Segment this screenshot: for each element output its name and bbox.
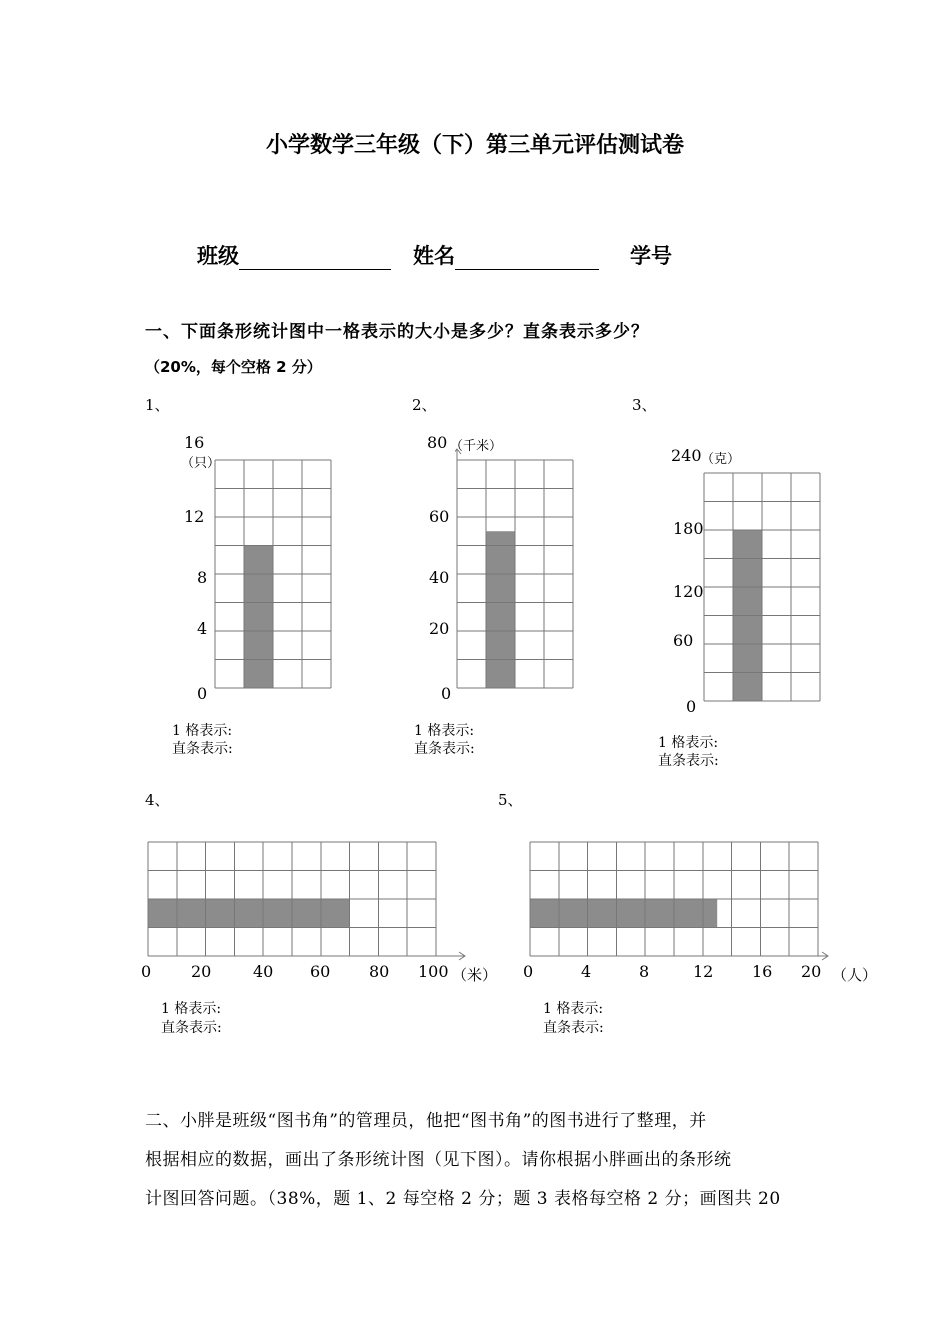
tick-label: 20 bbox=[429, 619, 450, 638]
bar bbox=[148, 899, 350, 928]
answer-bar-label[interactable]: 直条表示: bbox=[172, 741, 233, 757]
tick-label: 40 bbox=[429, 568, 450, 587]
section1-score-note: （20%，每个空格 2 分） bbox=[145, 358, 322, 376]
unit-label: （米） bbox=[452, 966, 498, 984]
tick-label: 16 bbox=[752, 962, 773, 981]
tick-label: 4 bbox=[197, 619, 208, 638]
class-label: 班级 bbox=[197, 244, 239, 268]
class-blank[interactable] bbox=[239, 247, 391, 270]
top-axis-label: 240 bbox=[671, 446, 702, 465]
section2-line: 计图回答问题。（38%，题 1、2 每空格 2 分；题 3 表格每空格 2 分；画图共 20 bbox=[145, 1189, 781, 1209]
answer-bar-label[interactable]: 直条表示: bbox=[161, 1020, 222, 1036]
tick-label: 80 bbox=[369, 962, 390, 981]
axis-arrow-head bbox=[455, 449, 461, 454]
tick-label: 0 bbox=[197, 684, 208, 703]
page-title: 小学数学三年级（下）第三单元评估测试卷 bbox=[265, 133, 684, 158]
tick-label: 0 bbox=[141, 962, 152, 981]
name-blank[interactable] bbox=[455, 247, 599, 270]
bar bbox=[486, 531, 515, 688]
class-field[interactable] bbox=[197, 240, 391, 270]
question-number: 1、 bbox=[145, 396, 170, 414]
answer-cell-label[interactable]: 1 格表示: bbox=[658, 735, 719, 751]
name-label: 姓名 bbox=[413, 244, 455, 268]
answer-cell-label[interactable]: 1 格表示: bbox=[161, 1001, 222, 1017]
id-label: 学号 bbox=[630, 244, 672, 268]
tick-label: 60 bbox=[310, 962, 331, 981]
bar bbox=[530, 899, 717, 928]
bar bbox=[244, 546, 273, 689]
tick-label: 100 bbox=[418, 962, 449, 981]
answer-bar-label[interactable]: 直条表示: bbox=[414, 741, 475, 757]
tick-label: 8 bbox=[197, 568, 208, 587]
question-number: 4、 bbox=[145, 791, 170, 809]
top-axis-label: 80 bbox=[427, 433, 448, 452]
tick-label: 0 bbox=[441, 684, 452, 703]
tick-label: 12 bbox=[184, 507, 205, 526]
name-field[interactable] bbox=[413, 240, 599, 270]
question-number: 2、 bbox=[412, 396, 437, 414]
section2-line: 根据相应的数据，画出了条形统计图（见下图）。请你根据小胖画出的条形统 bbox=[145, 1150, 732, 1170]
tick-label: 40 bbox=[253, 962, 274, 981]
bar-chart-3 bbox=[702, 471, 822, 703]
bar-chart-2 bbox=[455, 448, 577, 690]
tick-label: 60 bbox=[429, 507, 450, 526]
tick-label: 20 bbox=[801, 962, 822, 981]
tick-label: 0 bbox=[523, 962, 534, 981]
top-axis-label: 16 bbox=[184, 433, 205, 452]
question-number: 5、 bbox=[498, 791, 523, 809]
unit-label: （克） bbox=[701, 452, 741, 467]
answer-cell-label[interactable]: 1 格表示: bbox=[414, 723, 475, 739]
tick-label: 0 bbox=[686, 697, 697, 716]
section2-line: 二、小胖是班级“图书角”的管理员，他把“图书角”的图书进行了整理，并 bbox=[145, 1111, 707, 1131]
answer-cell-label[interactable]: 1 格表示: bbox=[172, 723, 233, 739]
bar-chart-4 bbox=[145, 840, 470, 965]
unit-label: （千米） bbox=[450, 439, 503, 454]
tick-label: 120 bbox=[673, 582, 704, 601]
tick-label: 4 bbox=[581, 962, 592, 981]
answer-cell-label[interactable]: 1 格表示: bbox=[543, 1001, 604, 1017]
section1-heading: 一、下面条形统计图中一格表示的大小是多少？直条表示多少？ bbox=[145, 322, 649, 342]
answer-bar-label[interactable]: 直条表示: bbox=[543, 1020, 604, 1036]
unit-label: （人） bbox=[832, 966, 878, 984]
tick-label: 20 bbox=[191, 962, 212, 981]
tick-label: 180 bbox=[673, 519, 704, 538]
answer-bar-label[interactable]: 直条表示: bbox=[658, 753, 719, 769]
tick-label: 8 bbox=[639, 962, 650, 981]
question-number: 3、 bbox=[632, 396, 657, 414]
bar-chart-1 bbox=[213, 458, 333, 690]
id-field[interactable] bbox=[630, 240, 672, 270]
unit-label: （只） bbox=[181, 456, 221, 471]
tick-label: 60 bbox=[673, 631, 694, 650]
bar-chart-5 bbox=[528, 840, 833, 965]
tick-label: 12 bbox=[693, 962, 714, 981]
